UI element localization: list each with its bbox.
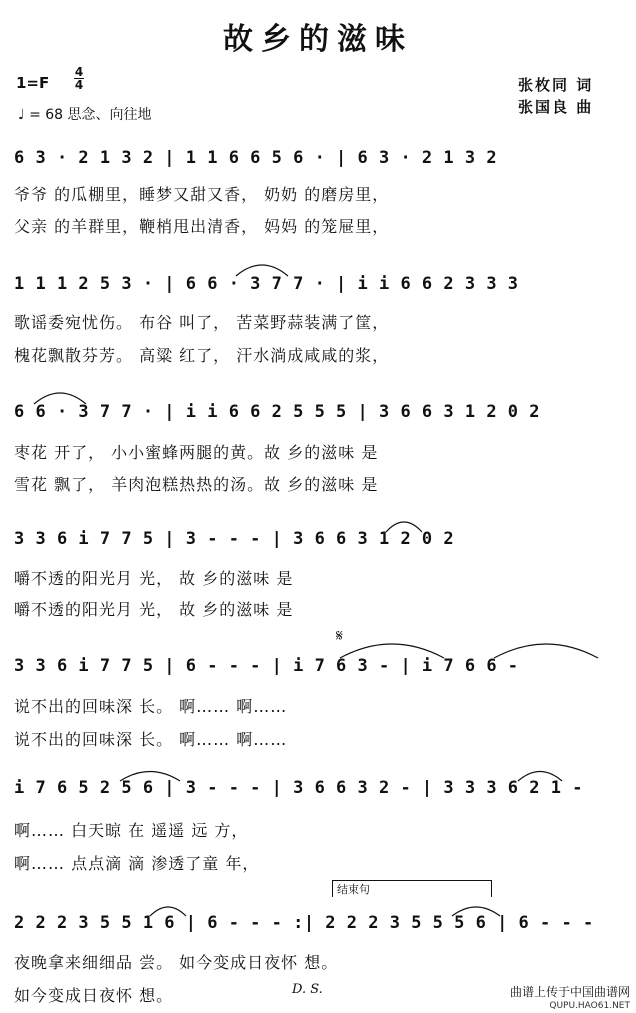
slur-row6-b <box>518 772 562 782</box>
slur-row5-a <box>340 644 444 658</box>
slur-row7-b <box>452 907 500 916</box>
lyric-row-7-verse-2: 如今变成日夜怀 想。 <box>14 986 174 1005</box>
song-title: 故乡的滋味 <box>223 22 413 57</box>
composer-credit: 张国良 曲 <box>518 98 594 116</box>
notation-row-2: 1 1 1 2 5 3 · | 6 6 · 3 7 7 · | i i 6 6 2 3 3 3 <box>14 274 519 294</box>
lyric-row-1-verse-2: 父亲 的羊群里，鞭梢甩出清香， 妈妈 的笼屉里， <box>14 217 390 236</box>
slur-row4-a <box>386 522 422 532</box>
lyric-row-4-verse-1: 嚼不透的阳光月 光， 故 乡的滋味 是 <box>14 569 294 588</box>
slur-row3-a <box>34 393 86 404</box>
lyricist-credit: 张枚同 词 <box>518 76 594 94</box>
notation-row-5: 3 3 6 i 7 7 5 | 6 - - - | i 7 6 3 - | i 7 6 6 - <box>14 656 519 676</box>
notation-row-4: 3 3 6 i 7 7 5 | 3 - - - | 3 6 6 3 1 2 0 2 <box>14 529 455 549</box>
key-signature: 1=F <box>16 74 50 92</box>
slur-row7-a <box>150 907 186 916</box>
lyric-row-4-verse-2: 嚼不透的阳光月 光， 故 乡的滋味 是 <box>14 600 294 619</box>
notation-row-7: 2 2 2 3 5 5 1 6 | 6 - - - :| 2 2 2 3 5 5 5 6 | 6 - - - <box>14 913 594 933</box>
lyric-row-5-verse-2: 说不出的回味深 长。 啊…… 啊…… <box>14 730 288 749</box>
lyric-row-6-verse-2: 啊…… 点点滴 滴 渗透了童 年， <box>14 854 260 873</box>
expression-text: 思念、向往地 <box>67 107 152 123</box>
slur-row6-a <box>120 772 180 782</box>
dal-segno-marking: D. S. <box>292 982 323 997</box>
lyric-row-3-verse-2: 雪花 飘了， 羊肉泡糕热热的汤。故 乡的滋味 是 <box>14 475 379 494</box>
watermark-line-2: QUPU.HAO61.NET <box>549 1001 630 1011</box>
lyric-row-5-verse-1: 说不出的回味深 长。 啊…… 啊…… <box>14 697 288 716</box>
lyric-row-2-verse-2: 槐花飘散芬芳。 高粱 红了， 汗水淌成咸咸的浆， <box>14 346 390 365</box>
time-signature-top: 4 <box>74 65 84 79</box>
time-signature-bottom: 4 <box>74 78 84 92</box>
lyric-row-6-verse-1: 啊…… 白天晾 在 遥遥 远 方， <box>14 821 249 840</box>
slur-row2-a <box>236 265 288 276</box>
tempo-value: = 68 <box>29 107 64 123</box>
ending-bracket-label: 结束句 <box>332 880 492 897</box>
lyric-row-3-verse-1: 枣花 开了， 小小蜜蜂两腿的黄。故 乡的滋味 是 <box>14 443 379 462</box>
lyric-row-1-verse-1: 爷爷 的瓜棚里，睡梦又甜又香， 奶奶 的磨房里， <box>14 185 390 204</box>
notation-row-6: i 7 6 5 2 5 6 | 3 - - - | 3 6 6 3 2 - | 3 3 3 6 2 1 - <box>14 778 583 798</box>
lyric-row-7-verse-1: 夜晚拿来细细品 尝。 如今变成日夜怀 想。 <box>14 953 339 972</box>
quarter-note-icon: ♩ <box>18 107 25 123</box>
lyric-row-2-verse-1: 歌谣委宛忧伤。 布谷 叫了， 苦菜野蒜装满了筐， <box>14 313 390 332</box>
slur-row5-b <box>494 644 598 658</box>
notation-row-1: 6 3 · 2 1 3 2 | 1 1 6 6 5 6 · | 6 3 · 2 1 3 2 <box>14 148 498 168</box>
watermark-line-1: 曲谱上传于中国曲谱网 <box>509 985 630 999</box>
notation-row-3: 6 6 · 3 7 7 · | i i 6 6 2 5 5 5 | 3 6 6 3 1 2 0 2 <box>14 402 541 422</box>
segno-icon: 𝄋 <box>336 626 343 645</box>
